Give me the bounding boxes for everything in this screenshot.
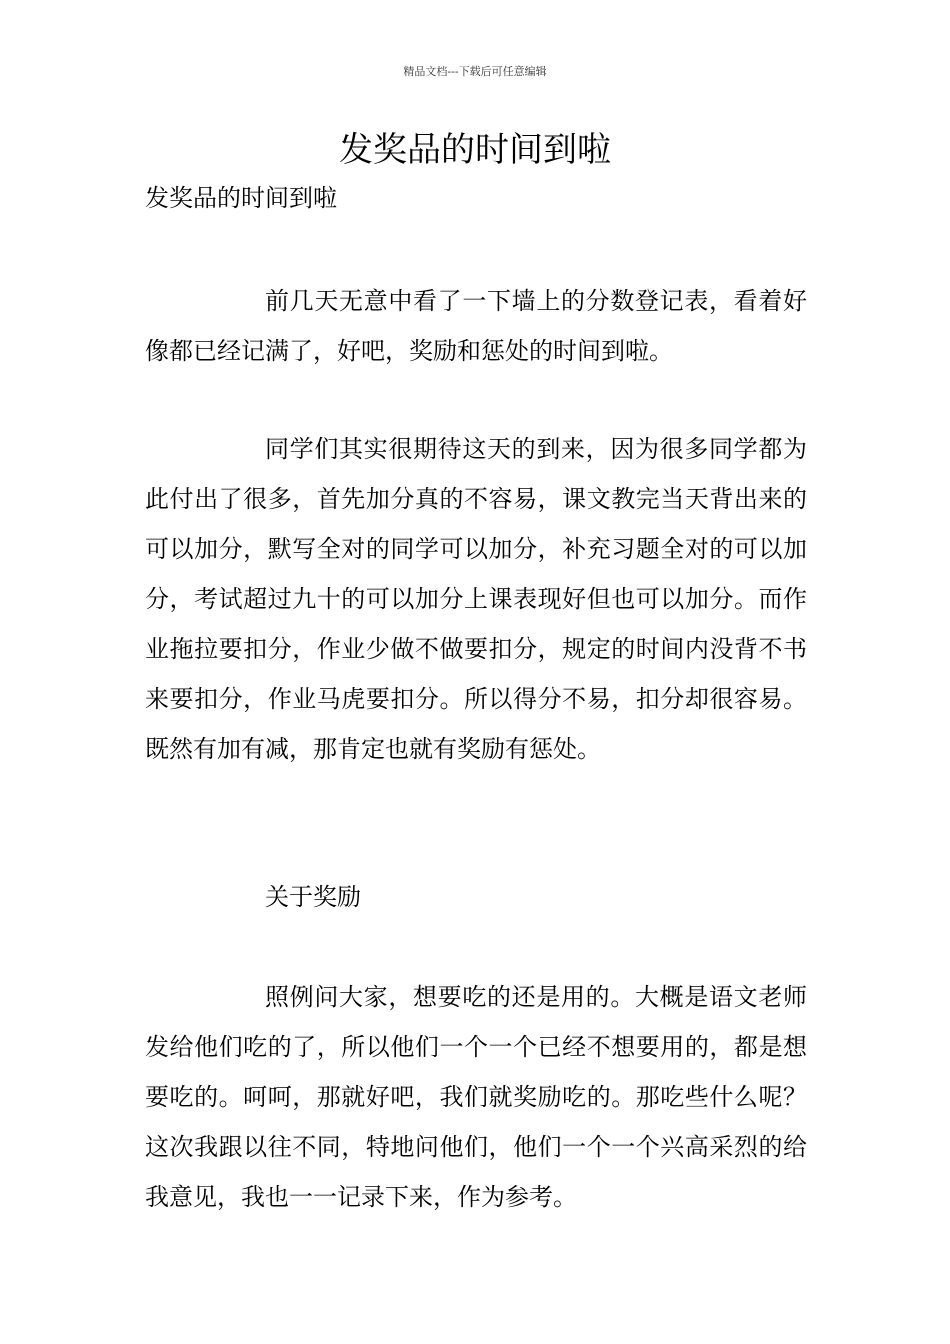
- document-subtitle: 发奖品的时间到啦: [145, 184, 337, 212]
- section-heading-rewards: 关于奖励: [265, 883, 361, 911]
- paragraph-3: 照例问大家，想要吃的还是用的。大概是语文老师发给他们吃的了，所以他们一个一个已经不想要用的，都是想要吃的。呵呵，那就好吧，我们就奖励吃的。那吃些什么呢？这次我跟以往不同，特地问他们，他们一个一个兴高采烈的给我意见，我也一一记录下来，作为参考。: [145, 983, 807, 1211]
- paragraph-1: 前几天无意中看了一下墙上的分数登记表，看着好像都已经记满了，好吧，奖励和惩处的时间到啦。: [145, 287, 807, 365]
- paragraph-2: 同学们其实很期待这天的到来，因为很多同学都为此付出了很多，首先加分真的不容易，课文教完当天背出来的可以加分，默写全对的同学可以加分，补充习题全对的可以加分，考试超过九十的可以加分上课表现好但也可以加分。而作业拖拉要扣分，作业少做不做要扣分，规定的时间内没背不书来要扣分，作业马虎要扣分。所以得分不易，扣分却很容易。既然有加有减，那肯定也就有奖励有惩处。: [145, 435, 807, 763]
- page-header-note: 精品文档---下载后可任意编辑: [403, 65, 547, 78]
- document-title: 发奖品的时间到啦: [339, 130, 611, 170]
